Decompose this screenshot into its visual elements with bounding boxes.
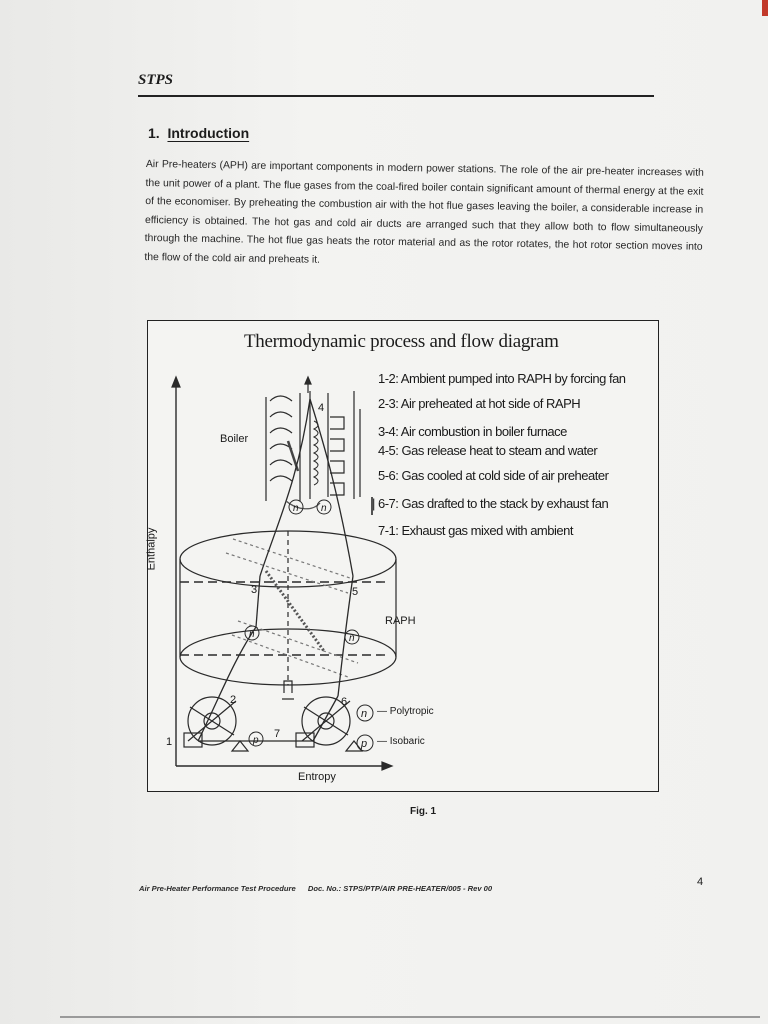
symbol-n-4: n xyxy=(349,633,355,644)
header-title: STPS xyxy=(138,72,174,88)
step-3-4: 3-4: Air combustion in boiler furnace xyxy=(378,424,567,439)
legend-polytropic-text: — Polytropic xyxy=(377,706,434,717)
step-7-1: 7-1: Exhaust gas mixed with ambient xyxy=(378,523,573,538)
point-5: 5 xyxy=(352,586,359,598)
bottom-edge xyxy=(60,1016,760,1018)
corner-mark xyxy=(762,0,768,16)
step-6-7 xyxy=(372,496,608,511)
y-axis-label: Enthalpy xyxy=(145,527,158,571)
step-1-2: 1-2: Ambient pumped into RAPH by forcing fan xyxy=(378,371,626,386)
section-heading xyxy=(148,125,249,141)
raph-cylinder xyxy=(180,531,396,685)
forcing-fan-drawing xyxy=(184,697,248,751)
point-3: 3 xyxy=(251,584,258,596)
figure-title: Thermodynamic process and flow diagram xyxy=(244,331,559,352)
flow-diagram xyxy=(148,321,658,791)
symbol-n-2: n xyxy=(321,503,327,514)
page-number: 4 xyxy=(697,876,704,888)
footer-procedure: Air Pre-Heater Performance Test Procedure xyxy=(139,884,296,893)
boiler-label: Boiler xyxy=(220,433,249,445)
point-4: 4 xyxy=(318,402,325,414)
point-6: 6 xyxy=(341,696,348,708)
figure-caption: Fig. 1 xyxy=(410,806,437,817)
step-4-5: 4-5: Gas release heat to steam and water xyxy=(378,443,598,458)
boiler-drawing xyxy=(266,377,372,515)
x-axis-label: Entropy xyxy=(298,771,336,783)
footer-doc-no: Doc. No.: STPS/PTP/AIR PRE-HEATER/005 - Rev 00 xyxy=(307,884,493,893)
x-axis-arrow xyxy=(382,762,392,770)
header-rule xyxy=(138,95,654,97)
process-path xyxy=(198,399,353,741)
step-5-6: 5-6: Gas cooled at cold side of air preheater xyxy=(378,468,609,483)
process-symbols-on-diagram xyxy=(245,500,359,746)
legend-symbol-p: p xyxy=(361,738,368,750)
step-6-7-text: 6-7: Gas drafted to the stack by exhaust fan xyxy=(378,496,609,511)
step-6-7-divider: | xyxy=(372,496,378,511)
legend-isobaric-text: — Isobaric xyxy=(377,736,425,747)
footer xyxy=(139,884,492,893)
point-1: 1 xyxy=(166,736,173,748)
intro-paragraph: Air Pre-heaters (APH) are important components in modern power stations. The role of the air pre-heater increases with the unit power of a plant. The flue gases from the coal-fired boiler contain significant amount of thermal energy at the exit of the economiser. By preheating the combustion air with the hot flue gases leaving the boiler, a considerable increase in efficiency is obtained. The hot gas and cold air ducts are arranged such that they allow both to flow simultaneously through the machine. The hot flue gas heats the rotor material and as the rotor rotates, the hot rotor section moves into the flow of the cold air and preheats it. xyxy=(144,158,704,266)
legend-symbol-n: n xyxy=(361,708,368,720)
point-7: 7 xyxy=(274,728,281,740)
symbol-p-1: p xyxy=(253,735,259,746)
point-2: 2 xyxy=(230,694,237,706)
figure-frame xyxy=(147,320,659,792)
step-2-3: 2-3: Air preheated at hot side of RAPH xyxy=(378,396,581,411)
y-axis-arrow xyxy=(172,377,180,387)
symbol-n-3: n xyxy=(249,629,255,640)
raph-label: RAPH xyxy=(385,615,416,627)
symbol-n-1: n xyxy=(293,503,299,514)
section-number: 1. xyxy=(148,125,160,141)
section-title: Introduction xyxy=(167,125,250,141)
